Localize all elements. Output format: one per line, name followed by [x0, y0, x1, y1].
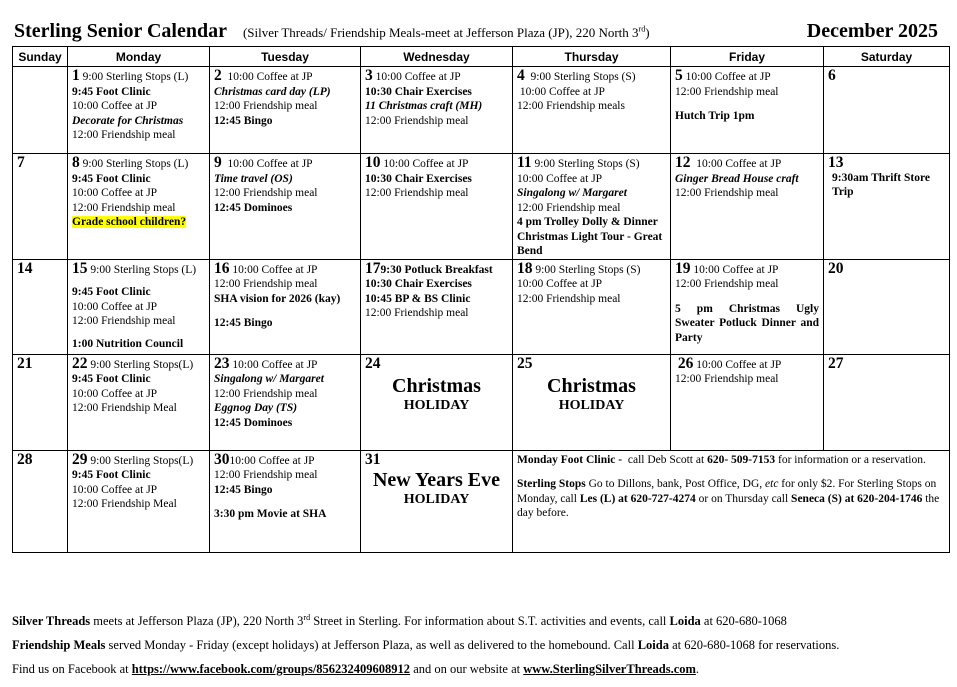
event-text: 9:00 Sterling Stops (S)	[534, 158, 640, 170]
day-number: 31	[365, 450, 381, 468]
event-text: 10:00 Coffee at JP	[227, 71, 313, 83]
event-text: 9:30am Thrift Store Trip	[832, 171, 930, 198]
calendar-subtitle	[243, 25, 650, 40]
event-text: 12:00 Friendship meals	[517, 100, 625, 112]
event-text: 12:00 Friendship meal	[72, 129, 176, 141]
event-text: 12:00 Friendship Meal	[72, 402, 177, 414]
event-text: 10:00 Coffee at JP	[72, 187, 158, 199]
holiday-block	[365, 469, 508, 509]
day-number: 6	[828, 67, 836, 84]
holiday-label: HOLIDAY	[403, 398, 470, 413]
calendar-month: December 2025	[806, 20, 938, 42]
event-text: Ginger Bread House craft	[675, 172, 799, 185]
day-cell-8	[68, 154, 210, 260]
week-row	[13, 450, 950, 552]
day-cell-21	[13, 354, 68, 450]
week-row	[13, 354, 950, 450]
day-cell-12	[671, 154, 824, 260]
event-text: 12:00 Friendship meal	[214, 387, 318, 400]
event-text: 5 pm Christmas Ugly Sweater Potluck Dinner and Party	[675, 302, 819, 344]
day-cell-17	[361, 259, 513, 354]
info-text: for only $2. For Sterling Stops on Monday, call	[517, 478, 937, 505]
event-text: 12:00 Friendship meal	[517, 201, 621, 214]
weekday-header-row	[13, 47, 950, 67]
event-text: Singalong w/ Margaret	[517, 187, 627, 199]
day-line	[214, 450, 356, 469]
calendar-grid	[12, 46, 950, 553]
event-text: 12:00 Friendship meal	[214, 187, 318, 199]
spacer	[675, 99, 819, 109]
event-text: 9:00 Sterling Stops (L)	[82, 71, 189, 83]
day-cell-25	[513, 354, 671, 450]
event-text: 9:45 Foot Clinic	[72, 469, 151, 481]
event-text: Decorate for Christmas	[72, 114, 184, 127]
day-number: 29	[72, 450, 88, 468]
calendar-title: Sterling Senior Calendar	[14, 20, 227, 42]
day-number: 13	[828, 154, 844, 171]
spacer	[517, 467, 945, 477]
event-text: 9:45 Foot Clinic	[72, 373, 151, 385]
footer-text: served Monday - Friday (except holidays) at Jefferson Plaza, as well as delivered to the homebound. Call	[108, 638, 635, 653]
event-text: 3:30 pm Movie at SHA	[214, 508, 327, 520]
day-cell-6	[824, 67, 950, 154]
day-line	[675, 69, 819, 85]
day-cell-29	[68, 450, 210, 552]
holiday-label: HOLIDAY	[558, 398, 625, 413]
day-line	[675, 156, 819, 172]
day-cell-13	[824, 154, 950, 260]
day-number: 12	[675, 154, 691, 171]
spacer	[214, 497, 356, 507]
event-text: 12:00 Friendship meal	[517, 292, 621, 305]
event-text: 4 pm Trolley Dolly & Dinner Christmas Light Tour - Great Bend	[517, 216, 663, 257]
event-text: 12:00 Friendship meal	[365, 187, 469, 199]
day-line	[72, 259, 205, 278]
event-text: 10:30 Chair Exercises	[365, 278, 472, 290]
event-text	[72, 215, 205, 230]
event-text: 12:45 Bingo	[214, 114, 273, 127]
day-cell-3	[361, 67, 513, 154]
event-text: 10:30 Chair Exercises	[365, 172, 472, 185]
day-number: 3	[365, 67, 373, 84]
event-text: 9:00 Sterling Stops (S)	[535, 263, 641, 276]
event-text: 12:00 Friendship meal	[675, 187, 779, 199]
day-number: 25	[517, 354, 533, 372]
day-number: 1	[72, 67, 80, 84]
holiday-name: Christmas	[392, 375, 481, 397]
day-line	[675, 354, 819, 373]
event-text: 12:45 Dominoes	[214, 416, 293, 429]
event-text: 10:00 Coffee at JP	[519, 85, 605, 98]
event-text: Singalong w/ Margaret	[214, 373, 324, 385]
day-cell-19	[671, 259, 824, 354]
day-number: 19	[675, 259, 691, 277]
footer-text: Find us on Facebook at	[12, 662, 129, 677]
day-cell-31	[361, 450, 513, 552]
les-contact: Les (L) at 620-727-4274	[579, 492, 696, 505]
event-text: 10:00 Coffee at JP	[232, 263, 318, 276]
foot-clinic-info	[517, 453, 945, 468]
day-number: 22	[72, 354, 88, 372]
day-cell-30	[210, 450, 361, 552]
event-text: 10:00 Coffee at JP	[696, 158, 782, 170]
day-number: 23	[214, 354, 230, 372]
footer-contact: Loida	[669, 614, 701, 629]
event-text: 12:00 Friendship meal	[365, 307, 469, 319]
day-cell-14	[13, 259, 68, 354]
event-text: 12:00 Friendship meal	[214, 278, 318, 290]
weekday-tuesday: Tuesday	[210, 47, 361, 67]
event-text: 12:00 Friendship meal	[675, 278, 779, 290]
spacer	[214, 306, 356, 316]
weekday-sunday: Sunday	[13, 47, 68, 67]
footer-text: at 620-680-1068 for reservations.	[672, 638, 840, 653]
day-cell-empty	[13, 67, 68, 154]
highlighted-note: Grade school children?	[72, 216, 187, 228]
day-cell-10	[361, 154, 513, 260]
event-text: 9:00 Sterling Stops(L)	[90, 358, 194, 371]
event-text: Eggnog Day (TS)	[214, 402, 298, 414]
event-text: 12:00 Friendship meal	[72, 315, 176, 327]
event-text: 12:45 Bingo	[214, 317, 273, 329]
day-number: 27	[828, 354, 844, 372]
sterling-stops-title: Sterling Stops	[517, 478, 586, 490]
day-number: 21	[17, 354, 33, 372]
event-text: 9:00 Sterling Stops (L)	[90, 263, 197, 276]
foot-clinic-phone: 620- 509-7153	[707, 453, 776, 466]
event-text: 10:00 Coffee at JP	[227, 158, 313, 170]
event-text: 11 Christmas craft (MH)	[365, 100, 483, 112]
weekday-monday: Monday	[68, 47, 210, 67]
day-cell-1	[68, 67, 210, 154]
event-text: 10:00 Coffee at JP	[72, 387, 158, 400]
day-cell-23	[210, 354, 361, 450]
day-line	[214, 69, 356, 85]
website-link[interactable]: www.SterlingSilverThreads.com	[523, 662, 696, 677]
holiday-block	[365, 375, 508, 415]
event-text: 9:45 Foot Clinic	[72, 286, 151, 298]
footer-text: .	[695, 662, 700, 677]
calendar-header	[14, 20, 944, 44]
day-number: 11	[517, 154, 532, 171]
spacer	[675, 292, 819, 302]
info-text: or on Thursday call	[698, 492, 789, 505]
day-number: 26	[677, 354, 694, 372]
day-line	[517, 69, 666, 85]
day-line	[214, 354, 356, 373]
day-number: 4	[517, 67, 525, 84]
footer-text: meets at Jefferson Plaza (JP), 220 North 3	[93, 614, 304, 629]
day-line	[517, 156, 666, 172]
day-number: 9	[214, 154, 222, 171]
event-text: 12:00 Friendship Meal	[72, 498, 177, 510]
day-cell-2	[210, 67, 361, 154]
event-text: Christmas card day (LP)	[214, 85, 331, 98]
day-number: 20	[828, 259, 844, 277]
spacer	[72, 277, 205, 285]
event-text: 12:45 Bingo	[214, 483, 273, 496]
day-cell-22	[68, 354, 210, 450]
day-number: 5	[675, 67, 683, 84]
day-number: 15	[72, 259, 88, 277]
day-number: 17	[365, 259, 381, 277]
event-text: 9:00 Sterling Stops (S)	[530, 71, 636, 83]
holiday-label: HOLIDAY	[403, 492, 470, 507]
event-text: 10:00 Coffee at JP	[517, 278, 603, 290]
day-line	[517, 259, 666, 278]
event-text: 10:00 Coffee at JP	[72, 100, 158, 112]
day-number: 7	[17, 154, 25, 171]
day-number: 8	[72, 154, 80, 171]
event-text: 10:00 Coffee at JP	[685, 71, 771, 83]
event-text: Hutch Trip 1pm	[675, 110, 755, 122]
foot-clinic-title: Monday Foot Clinic -	[517, 453, 623, 466]
day-number: 16	[214, 259, 230, 277]
day-line	[214, 156, 356, 172]
day-cell-4	[513, 67, 671, 154]
event-text: 1:00 Nutrition Council	[72, 337, 184, 350]
event-text: 10:00 Coffee at JP	[696, 358, 782, 371]
footer-org-name: Silver Threads	[12, 614, 91, 629]
day-cell-24	[361, 354, 513, 450]
weekday-saturday: Saturday	[824, 47, 950, 67]
day-number: 30	[214, 450, 230, 468]
day-line	[72, 450, 205, 469]
event-text: 10:00 Coffee at JP	[72, 483, 158, 496]
footer-superscript: rd	[303, 613, 311, 622]
week-row	[13, 259, 950, 354]
weekday-wednesday: Wednesday	[361, 47, 513, 67]
info-box	[513, 450, 950, 552]
footer-org-name: Friendship Meals	[12, 638, 106, 653]
event-text: 10:30 Chair Exercises	[365, 85, 472, 98]
calendar-footer	[12, 606, 952, 681]
event-text: 10:00 Coffee at JP	[383, 158, 469, 170]
spacer	[72, 329, 205, 337]
holiday-block	[517, 375, 666, 415]
subtitle-superscript: rd	[638, 24, 646, 34]
event-text: 12:00 Friendship meal	[214, 469, 318, 481]
event-text: 10:00 Coffee at JP	[229, 454, 315, 467]
event-text: 10:00 Coffee at JP	[72, 300, 158, 313]
day-cell-9	[210, 154, 361, 260]
info-text: call Deb Scott at	[627, 453, 705, 466]
footer-line-links	[12, 657, 952, 681]
footer-contact: Loida	[637, 638, 669, 653]
event-text: 10:00 Coffee at JP	[232, 358, 318, 371]
holiday-name: Christmas	[547, 375, 636, 397]
day-cell-5	[671, 67, 824, 154]
footer-text: Street in Sterling. For information about S.T. activities and events, call	[313, 614, 667, 629]
weekday-thursday: Thursday	[513, 47, 671, 67]
day-cell-16	[210, 259, 361, 354]
event-text: 10:45 BP & BS Clinic	[365, 292, 471, 305]
sterling-stops-info	[517, 477, 945, 521]
day-line	[72, 156, 205, 172]
day-cell-7	[13, 154, 68, 260]
info-text: the day before.	[517, 492, 940, 519]
day-number: 2	[214, 67, 222, 84]
event-text: 9:45 Foot Clinic	[72, 85, 151, 98]
event-text: 10:00 Coffee at JP	[693, 263, 779, 276]
event-text: 10:00 Coffee at JP	[517, 172, 603, 185]
day-cell-20	[824, 259, 950, 354]
day-line	[214, 259, 356, 278]
week-row	[13, 67, 950, 154]
info-text-etc: etc	[765, 478, 779, 490]
day-number: 28	[17, 450, 33, 468]
day-cell-27	[824, 354, 950, 450]
event-text: 12:00 Friendship meal	[72, 201, 176, 214]
info-text: Go to Dillons, bank, Post Office, DG,	[588, 478, 763, 490]
day-number: 24	[365, 354, 381, 372]
event-text: 9:00 Sterling Stops(L)	[90, 454, 194, 467]
week-row	[13, 154, 950, 260]
day-number: 14	[17, 259, 33, 277]
day-line	[675, 259, 819, 278]
day-cell-18	[513, 259, 671, 354]
day-line	[365, 156, 508, 172]
event-text: 12:00 Friendship meal	[214, 100, 318, 112]
event-text: 9:00 Sterling Stops (L)	[82, 158, 189, 170]
footer-line-friendship-meals	[12, 633, 952, 657]
day-cell-11	[513, 154, 671, 260]
weekday-friday: Friday	[671, 47, 824, 67]
seneca-contact: Seneca (S) at 620-204-1746	[791, 492, 923, 505]
subtitle-text: (Silver Threads/ Friendship Meals-meet at Jefferson Plaza (JP), 220 North 3	[242, 25, 639, 40]
event-text: SHA vision for 2026 (kay)	[214, 292, 341, 305]
event-text: 12:00 Friendship meal	[675, 85, 779, 98]
day-cell-26	[671, 354, 824, 450]
event-text: 9:45 Foot Clinic	[72, 172, 151, 185]
subtitle-close: )	[645, 25, 650, 40]
day-line	[72, 354, 205, 373]
footer-text: at 620-680-1068	[703, 614, 787, 629]
footer-line-silver-threads	[12, 606, 952, 633]
day-cell-28	[13, 450, 68, 552]
event-text: Time travel (OS)	[214, 172, 293, 185]
event-text: 10:00 Coffee at JP	[375, 71, 461, 83]
day-number: 18	[517, 259, 533, 277]
event-text: 12:00 Friendship meal	[365, 114, 469, 127]
day-number: 10	[365, 154, 381, 171]
info-text: for information or a reservation.	[777, 453, 926, 466]
facebook-link[interactable]: https://www.facebook.com/groups/856232409608912	[131, 662, 411, 677]
event-text: 9:30 Potluck Breakfast	[380, 263, 493, 276]
event-text: 12:00 Friendship meal	[675, 373, 779, 385]
event-text: 12:45 Dominoes	[214, 201, 293, 214]
day-cell-15	[68, 259, 210, 354]
footer-text: and on our website at	[413, 662, 521, 677]
holiday-name: New Years Eve	[372, 469, 500, 491]
day-line	[72, 69, 205, 85]
day-line	[365, 259, 508, 278]
day-line	[365, 69, 508, 85]
